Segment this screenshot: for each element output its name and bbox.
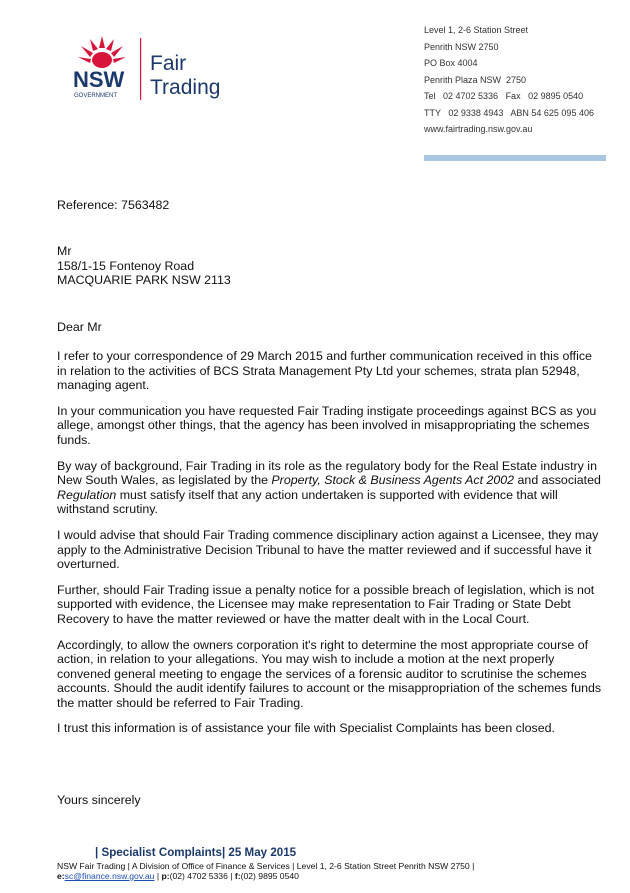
redacted-signature [57, 846, 92, 859]
phone-number: (02) 4702 5336 [169, 871, 228, 881]
paragraph: Accordingly, to allow the owners corporation it's right to determine the most appropriate course of action, in relation to your allegations. You may wish to include a motion at the next properly convened general meeting to engage the services of a forensic auditor to scrutinise the schemes accounts. Should the audit identify failures to account or the misappropriation of the schemes funds the matter should be referred to Fair Trading. [57, 637, 602, 710]
logo-divider [140, 38, 141, 100]
nsw-fair-trading-logo [72, 30, 242, 110]
recipient-block [57, 244, 602, 288]
address-line: Level 1, 2-6 Station Street [424, 25, 529, 35]
salutation: Dear Mr [57, 320, 102, 334]
website-line[interactable]: www.fairtrading.nsw.gov.au [424, 124, 533, 134]
address-line: Penrith NSW 2750 [424, 41, 499, 52]
address-line: PO Box 4004 [424, 58, 478, 68]
footer-contact-line: e:sc@finance.nsw.gov.au | p:(02) 4702 5336 | f:(02) 9895 0540 [57, 871, 299, 881]
tty-abn-line: TTY 02 9338 4943 ABN 54 625 095 406 [424, 107, 594, 118]
header-rule [424, 155, 606, 161]
reference-number: Reference: 7563482 [57, 198, 170, 212]
recipient-name: Mr [57, 244, 602, 259]
fax-number: (02) 9895 0540 [240, 871, 299, 881]
brand-trading: Trading [150, 76, 221, 99]
nsw-wordmark: NSW [73, 67, 125, 92]
paragraph: I trust this information is of assistance your file with Specialist Complaints has been closed. [57, 721, 555, 736]
paragraph: I refer to your correspondence of 29 March 2015 and further communication received in this office in relation to the activities of BCS Strata Management Pty Ltd your schemes, strata plan 52948, managing agent. [57, 349, 592, 393]
address-line: Penrith Plaza NSW 2750 [424, 74, 527, 85]
act-title: Property, Stock & Business Agents Act 2002 [271, 473, 515, 488]
closing: Yours sincerely [57, 793, 141, 807]
sender-address-block [424, 22, 594, 138]
paragraph: Further, should Fair Trading issue a penalty notice for a possible breach of legislation, which is not supported with evidence, the Licensee may make representation to Fair Trading or State Debt Recovery to have the matter reviewed or have the matter dealt with in the Local Court. [57, 582, 595, 626]
signature-line: | Specialist Complaints| 25 May 2015 [57, 848, 617, 859]
phone-fax-line: Tel 02 4702 5336 Fax 02 9895 0540 [424, 91, 584, 101]
recipient-suburb: MACQUARIE PARK NSW 2113 [57, 273, 231, 288]
redacted-name [71, 244, 96, 258]
government-wordmark: GOVERNMENT [74, 93, 118, 99]
paragraph: I would advise that should Fair Trading commence disciplinary action against a Licensee, they may apply to the Administrative Decision Tribunal to have the matter reviewed and if successful have it overturned. [57, 527, 599, 572]
recipient-street: 158/1-15 Fontenoy Road [57, 258, 195, 273]
letter-body [57, 349, 602, 747]
paragraph: By way of background, Fair Trading in its role as the regulatory body for the Real Estate industry in New South Wales, as legislated by the Property, Stock & Business Agents Act 2002 and associated Regulation must satisfy itself that any action undertaken is supported with evidence that will withstand scrutiny. [57, 458, 601, 517]
brand-fair: Fair [150, 52, 187, 75]
waratah-icon [78, 36, 126, 68]
footer-address-line: NSW Fair Trading | A Division of Office of Finance & Services | Level 1, 2-6 Station Street Penrith NSW 2750 | [57, 860, 475, 871]
footer [57, 848, 617, 882]
email-link[interactable]: sc@finance.nsw.gov.au [64, 871, 155, 881]
paragraph: In your communication you have requested Fair Trading instigate proceedings against BCS as you allege, amongst other things, that the agency has been involved in misappropriating the schemes funds. [57, 403, 597, 447]
regulation-title: Regulation [57, 487, 117, 502]
